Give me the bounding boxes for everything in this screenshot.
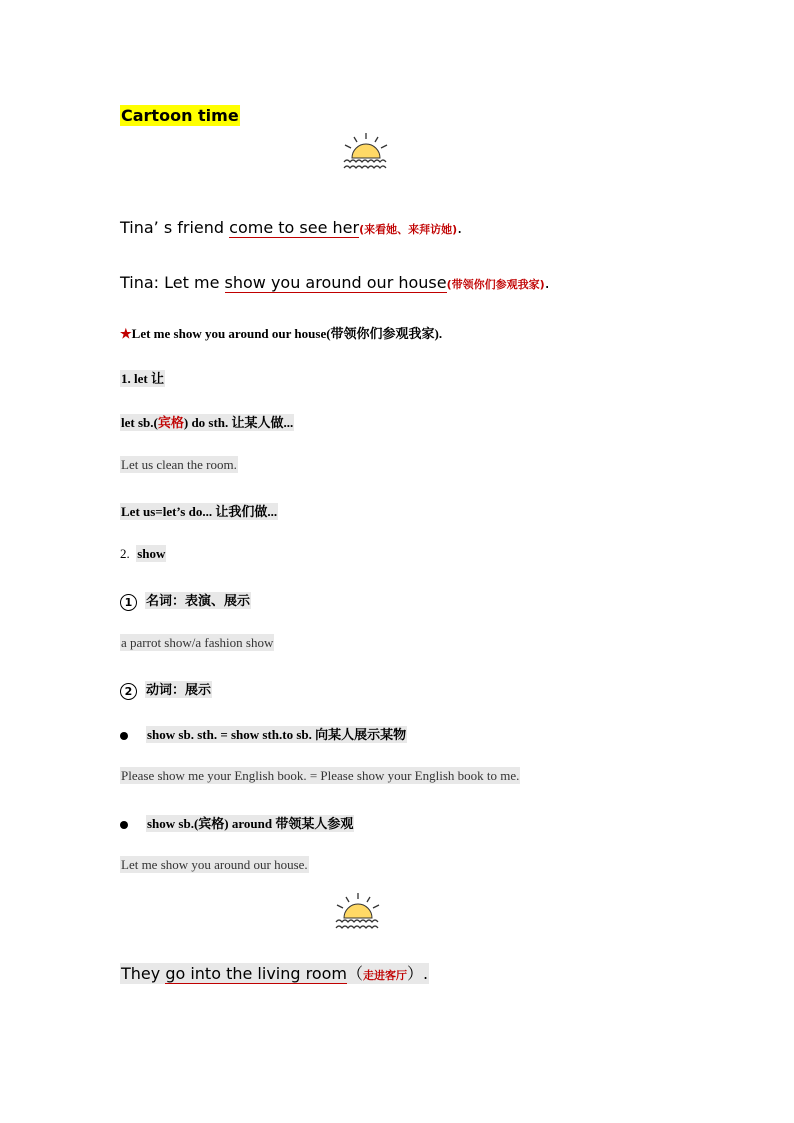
show-noun: 1 名词：表演、展示 [120,590,251,611]
sun-icon [342,132,390,174]
bullet-icon [120,732,128,740]
show-example-1: Please show me your English book. = Please show your English book to me. [121,768,520,783]
sentence-friend: Tina’ s friend come to see her(来看她、来拜访她). [120,218,463,237]
show-noun-example: a parrot show/a fashion show [121,635,274,650]
show-verb: 2 动词：展示 [120,679,212,700]
let-structure: let sb.(宾格) do sth. 让某人做... [121,415,294,430]
star-icon: ★ [120,326,132,341]
point-show: 2. show [120,546,166,561]
show-structure-1: show sb. sth. = show sth.to sb. 向某人展示某物 [120,724,407,743]
bullet-icon [120,821,128,829]
heading: Cartoon time [121,106,239,125]
let-example: Let us clean the room. [121,457,237,472]
sentence-living-room: They go into the living room（走进客厅）. [121,964,429,983]
show-structure-2: show sb.(宾格) around 带领某人参观 [120,813,354,832]
sentence-show-around: Tina: Let me show you around our house(带领你们参观我家). [120,273,550,292]
key-sentence: ★Let me show you around our house(带领你们参观我家). [120,326,443,341]
lets-structure: Let us=let’s do... 让我们做... [121,504,278,519]
show-example-2: Let me show you around our house. [121,857,308,872]
sun-icon [334,892,382,934]
point-let: 1. let 让 [121,371,164,386]
